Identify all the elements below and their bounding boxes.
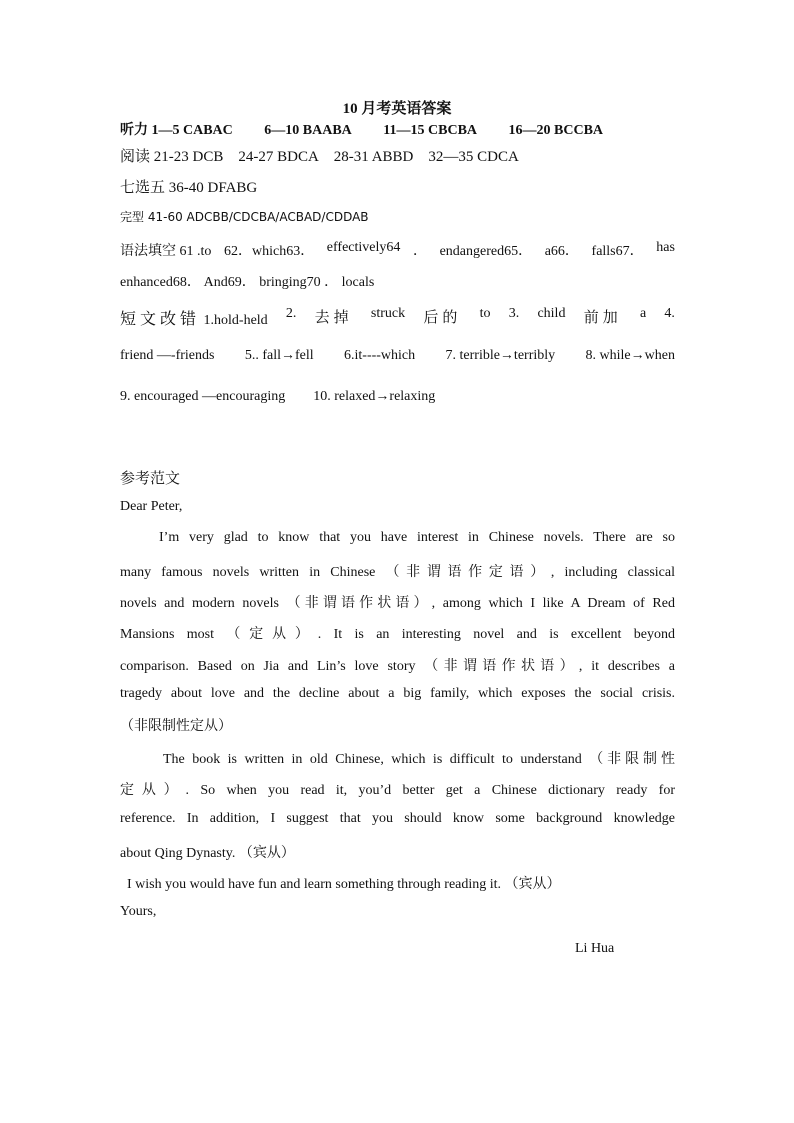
- correction-line-2: [120, 348, 675, 364]
- correction-item-6: 6.it----which: [344, 348, 416, 363]
- correction-item-9: 9. encouraged —encouraging: [120, 389, 286, 404]
- grammar-item-67: has: [656, 240, 675, 255]
- essay-p2-line: reference. In addition, I suggest that you should know some background knowledge: [120, 811, 675, 826]
- listening-group-1: 1—5 CABAC: [151, 123, 233, 138]
- essay-p1-line: tragedy about love and the decline about a big family, which exposes the social crisis.: [120, 686, 675, 701]
- cloze-values: 41-60 ADCBB/CDCBA/ACBAD/CDDAB: [147, 210, 369, 224]
- correction-item-1: 1.hold-held: [203, 313, 268, 328]
- correction-item-8: 8. while→when: [585, 348, 675, 363]
- reading-label: 阅读: [120, 147, 151, 165]
- cloze-label: 完型: [120, 210, 145, 224]
- correction-item-10: 10. relaxed→relaxing: [313, 389, 436, 404]
- correction-item-4: 4.: [664, 306, 675, 321]
- correction-line-1: [120, 306, 675, 329]
- essay-p2-line: about Qing Dynasty. （宾从）: [120, 846, 295, 861]
- essay-closing: Yours,: [120, 904, 157, 919]
- essay-salutation: Dear Peter,: [120, 499, 183, 514]
- listening-answers: [120, 119, 675, 139]
- correction-line-3: [120, 389, 675, 405]
- correction-item-3-word: child: [537, 306, 566, 321]
- essay-p2-line: 定从）. So when you read it, you’d better get a Chinese dictionary ready for: [120, 783, 675, 798]
- correction-item-4-fix: friend —-friends: [120, 348, 215, 363]
- reading-answers: [120, 145, 675, 166]
- seven-label: 七选五: [120, 178, 166, 196]
- grammar-item-62: 62．which63．: [223, 244, 315, 259]
- essay-p1-line: I’m very glad to know that you have interest in Chinese novels. There are so: [159, 530, 675, 545]
- correction-item-2-word: struck: [370, 306, 406, 321]
- correction-item-5: 5.. fall→fell: [244, 348, 314, 363]
- grammar-line-1: [120, 240, 675, 260]
- essay-p1-line: many famous novels written in Chinese （非谓语作定语）, including classical: [120, 565, 675, 580]
- essay-p1-line: （非限制性定从）: [120, 718, 232, 734]
- essay-p1-line: comparison. Based on Jia and Lin’s love story （非谓语作状语）, it describes a: [120, 659, 675, 674]
- correction-item-2-after: 后的: [423, 308, 462, 326]
- essay-p2-line: The book is written in old Chinese, which is difficult to understand （非限制性: [163, 752, 675, 767]
- grammar-item-66: falls67．: [591, 244, 644, 259]
- listening-group-4: 16—20 BCCBA: [508, 123, 604, 138]
- grammar-label: 语法填空: [120, 243, 176, 259]
- correction-item-2: 2.: [285, 306, 297, 321]
- cloze-answers: [120, 208, 675, 225]
- reading-group-1: 21-23 DCB: [153, 149, 224, 165]
- correction-item-2-action: 去掉: [314, 308, 353, 326]
- listening-group-2: 6—10 BAABA: [264, 123, 352, 138]
- page-title: 10 月考英语答案: [342, 101, 452, 117]
- correction-label: 短文改错: [120, 309, 201, 328]
- essay-heading: 参考范文: [120, 469, 181, 487]
- reading-group-2: 24-27 BDCA: [238, 149, 319, 165]
- seven-choose-five-answers: [120, 176, 675, 197]
- grammar-item-65: a66．: [544, 244, 579, 259]
- grammar-item-dot: ．: [413, 244, 427, 259]
- seven-answers: 36-40 DFABG: [168, 180, 258, 196]
- correction-item-3-a: a: [639, 306, 647, 321]
- essay-signature: Li Hua: [575, 941, 615, 956]
- correction-item-7: 7. terrible→terribly: [445, 348, 556, 363]
- correction-item-3: 3.: [508, 306, 520, 321]
- correction-item-3-action: 前加: [583, 308, 622, 326]
- grammar-line-2: enhanced68． And69． bringing70 ． locals: [120, 275, 375, 290]
- correction-item-2-to: to: [479, 306, 491, 321]
- essay-p1-line: Mansions most （定从）. It is an interesting novel and is excellent beyond: [120, 627, 675, 642]
- grammar-item-61: 61 .to: [179, 244, 212, 259]
- grammar-item-64: endangered65．: [439, 244, 533, 259]
- essay-paragraph-3: I wish you would have fun and learn something through reading it. （宾从）: [127, 877, 561, 892]
- grammar-item-63: effectively64: [326, 240, 401, 255]
- reading-group-4: 32—35 CDCA: [428, 149, 519, 165]
- listening-label: 听力: [120, 122, 148, 138]
- reading-group-3: 28-31 ABBD: [333, 149, 414, 165]
- essay-p1-line: novels and modern novels （非谓语作状语）, among which I like A Dream of Red: [120, 596, 675, 611]
- listening-group-3: 11—15 CBCBA: [383, 123, 478, 138]
